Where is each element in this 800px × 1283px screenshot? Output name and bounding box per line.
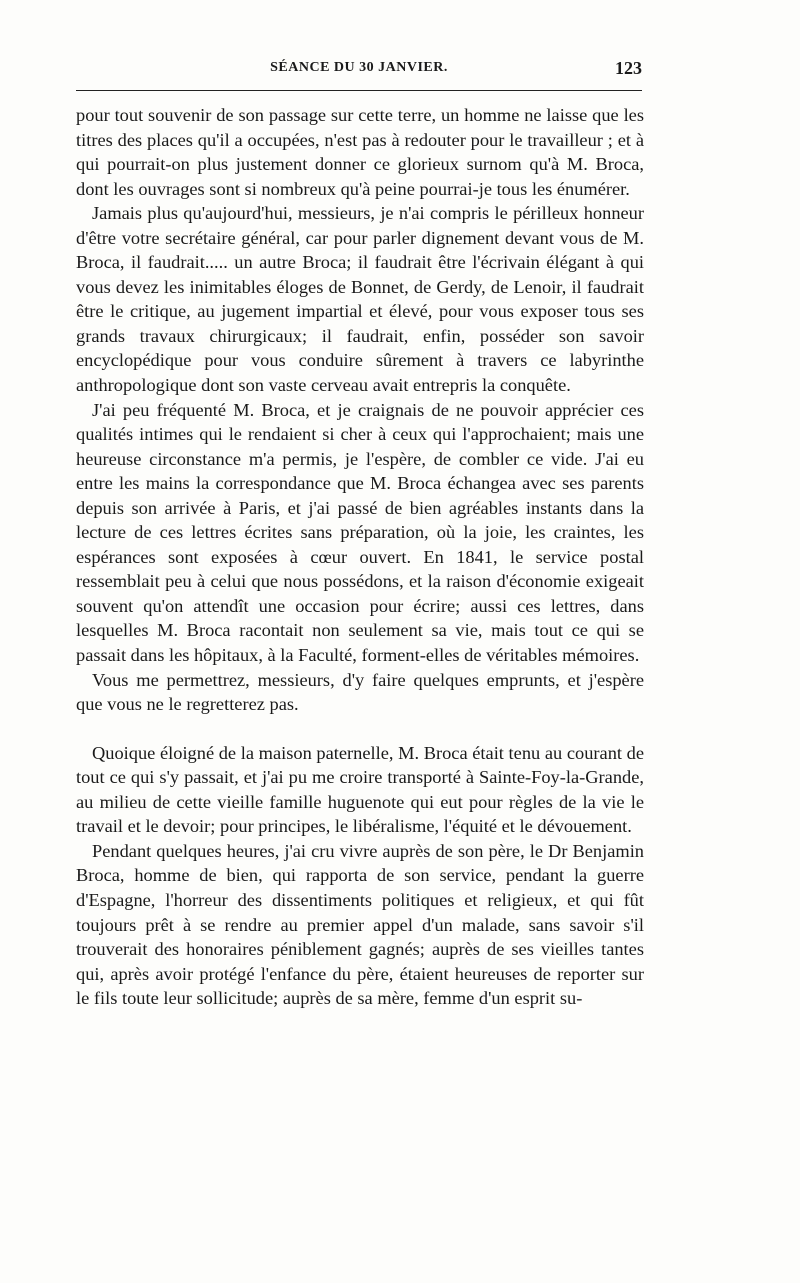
paragraph-3: J'ai peu fréquenté M. Broca, et je craignais de ne pouvoir apprécier ces qualités intimes qui le rendaient si cher à ceux qui l'approchaient; mais une heureuse circonstance m'a permis, je l'espère, de combler ce vide. J'ai eu entre les mains la correspondance que M. Broca échangea avec ses parents depuis son arrivée à Paris, et j'ai passé de bien agréables instants dans la lecture de ces lettres écrites sans préparation, où la joie, les craintes, les espérances sont exposées à cœur ouvert. En 1841, le service postal ressemblait peu à celui que nous possédons, et la raison d'économie exigeait souvent qu'on attendît une occasion pour écrire; aussi ces lettres, dans lesquelles M. Broca racontait non seulement sa vie, mais tout ce qui se passait dans les hôpitaux, à la Faculté, forment-elles de véritables mémoires. [76, 399, 644, 666]
paragraph-6: Pendant quelques heures, j'ai cru vivre auprès de son père, le Dr Benjamin Broca, homme de bien, qui rapporta de son service, pendant la guerre d'Espagne, l'horreur des dissentiments politiques et religieux, et qui fût toujours prêt à se rendre au premier appel d'un malade, sans savoir s'il trouverait des honoraires péniblement gagnés; auprès de ses vieilles tantes qui, après avoir protégé l'enfance du père, étaient heureuses de reporter sur le fils toute leur sollicitude; auprès de sa mère, femme d'un esprit su- [76, 840, 644, 1009]
page-number: 123 [615, 58, 642, 78]
page-header [76, 58, 642, 86]
paragraph-5: Quoique éloigné de la maison paternelle, M. Broca était tenu au courant de tout ce qui s'y passait, et j'ai pu me croire transporté à Sainte-Foy-la-Grande, au milieu de cette vieille famille huguenote qui eut pour règles de la vie le travail et le devoir; pour principes, le libéralisme, l'équité et le dévouement. [76, 742, 644, 837]
section-break [76, 717, 644, 741]
running-title: SÉANCE DU 30 JANVIER. [270, 60, 448, 75]
paragraph-2: Jamais plus qu'aujourd'hui, messieurs, je n'ai compris le périlleux honneur d'être votre secrétaire général, car pour parler dignement devant vous de M. Broca, il faudrait..... un autre Broca; il faudrait être l'écrivain élégant à qui vous devez les inimitables éloges de Bonnet, de Gerdy, de Lenoir, il faudrait être le critique, au jugement impartial et élevé, pour vous exposer tous ses grands travaux chirurgicaux; il faudrait, enfin, posséder son savoir encyclopédique pour vous conduire sûrement à travers ce labyrinthe anthropologique dont son vaste cerveau avait entrepris la conquête. [76, 203, 644, 396]
header-rule [76, 90, 642, 91]
body-text [76, 103, 644, 1011]
paragraph-4: Vous me permettrez, messieurs, d'y faire quelques emprunts, et j'espère que vous ne le regretterez pas. [76, 669, 644, 715]
paragraph-1: pour tout souvenir de son passage sur cette terre, un homme ne laisse que les titres des places qu'il a occupées, n'est pas à redouter pour le travailleur ; et à qui pourrait-on plus justement donner ce glorieux surnom qu'à M. Broca, dont les ouvrages sont si nombreux qu'à peine pourrai-je tous les énumérer. [76, 105, 644, 199]
